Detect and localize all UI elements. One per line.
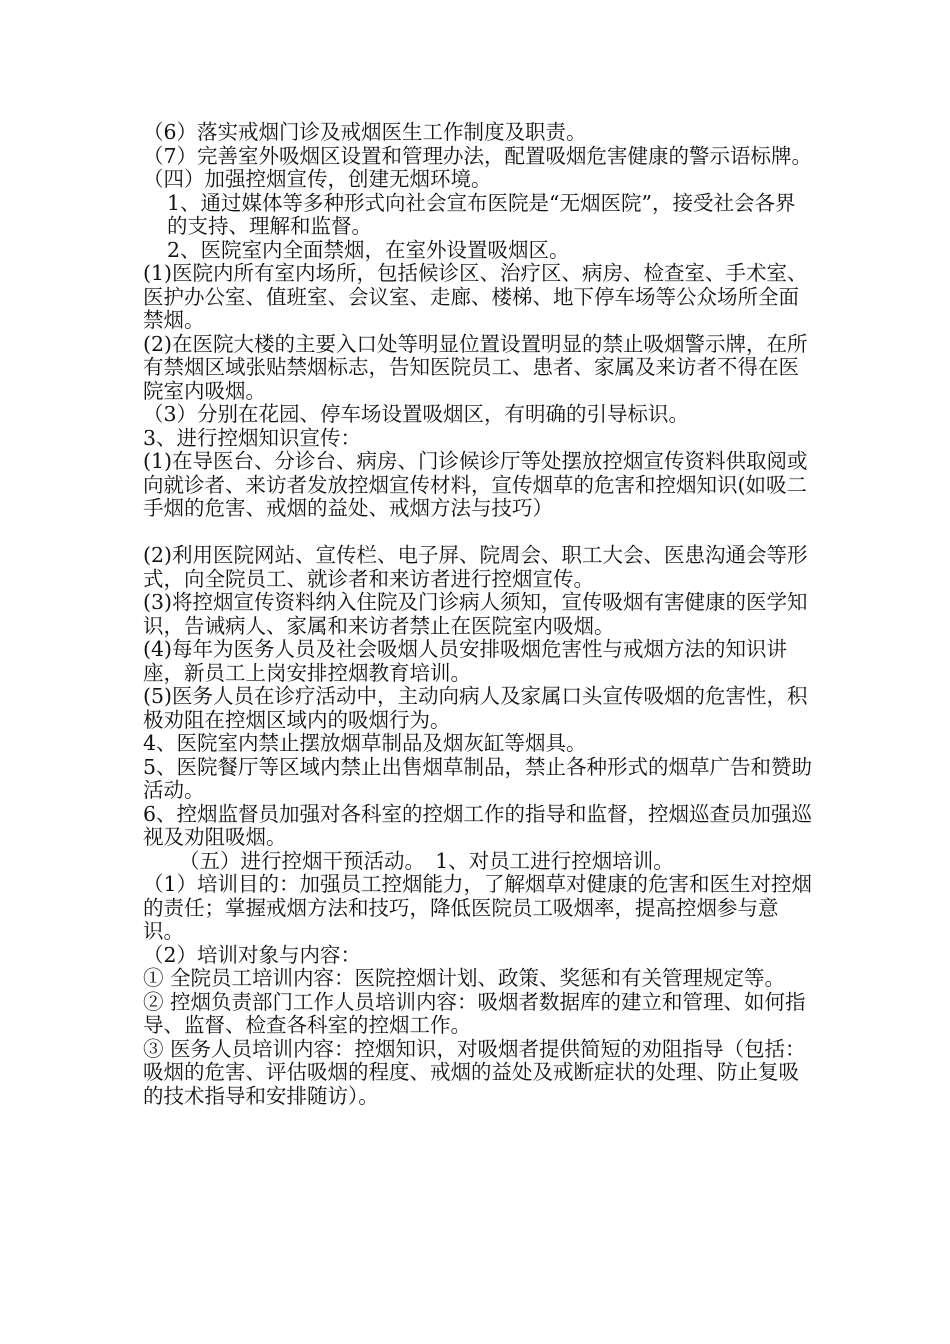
paragraph-sub-1: (1)医院内所有室内场所，包括候诊区、治疗区、病房、检查室、手术室、医护办公室、值班室、会议室、走廊、楼梯、地下停车场等公众场所全面禁烟。 [143, 261, 808, 332]
paragraph-sub-3-3: (3)将控烟宣传资料纳入住院及门诊病人须知，宣传吸烟有害健康的医学知识，告诫病人、家属和来访者禁止在医院室内吸烟。 [143, 590, 808, 638]
paragraph-training-item-1: ① 全院员工培训内容：医院控烟计划、政策、奖惩和有关管理规定等。 [143, 966, 786, 990]
paragraph-training-item-2: ② 控烟负责部门工作人员培训内容：吸烟者数据库的建立和管理、如何指导、监督、检查各科室的控烟工作。 [143, 989, 806, 1037]
paragraph-point-6: 6、控烟监督员加强对各科室的控烟工作的指导和监督，控烟巡查员加强巡视及劝阻吸烟。 [143, 801, 813, 849]
paragraph-sub-3-2: (2)利用医院网站、宣传栏、电子屏、院周会、职工大会、医患沟通会等形式，向全院员工、就诊者和来访者进行控烟宣传。 [143, 543, 808, 591]
paragraph-sub-3-4: (4)每年为医务人员及社会吸烟人员安排吸烟危害性与戒烟方法的知识讲座，新员工上岗安排控烟教育培训。 [143, 637, 788, 685]
paragraph-item-6: （6）落实戒烟门诊及戒烟医生工作制度及职责。 [143, 120, 587, 144]
paragraph-item-7: （7）完善室外吸烟区设置和管理办法，配置吸烟危害健康的警示语标牌。 [143, 143, 813, 168]
document-body [143, 121, 815, 1108]
section-heading-5: （五）进行控烟干预活动。 1、对员工进行控烟培训。 [179, 848, 674, 873]
paragraph-sub-3: （3）分别在花园、停车场设置吸烟区，有明确的引导标识。 [143, 402, 690, 426]
paragraph-training-targets: （2）培训对象与内容： [143, 942, 362, 967]
paragraph-point-3: 3、进行控烟知识宣传： [143, 425, 362, 450]
paragraph-sub-3-1: (1)在导医台、分诊台、病房、门诊候诊厅等处摆放控烟宣传资料供取阅或向就诊者、来访者发放控烟宣传材料，宣传烟草的危害和控烟知识(如吸二手烟的危害、戒烟的益处、戒烟方法与技巧） [143, 449, 808, 520]
paragraph-sub-2: (2)在医院大楼的主要入口处等明显位置设置明显的禁止吸烟警示牌，在所有禁烟区域张贴禁烟标志，告知医院员工、患者、家属及来访者不得在医院室内吸烟。 [143, 331, 808, 403]
paragraph-point-4: 4、医院室内禁止摆放烟草制品及烟灰缸等烟具。 [143, 731, 587, 755]
paragraph-point-1: 1、通过媒体等多种形式向社会宣布医院是“无烟医院”，接受社会各界的支持、理解和监督。 [167, 190, 796, 238]
paragraph-training-item-3: ③ 医务人员培训内容：控烟知识，对吸烟者提供简短的劝阻指导（包括：吸烟的危害、评估吸烟的程度、戒烟的益处及戒断症状的处理、防止复吸的技术指导和安排随访）。 [143, 1036, 806, 1108]
paragraph-training-purpose: （1）培训目的：加强员工控烟能力，了解烟草对健康的危害和医生对控烟的责任；掌握戒烟方法和技巧，降低医院员工吸烟率，提高控烟参与意识。 [143, 872, 813, 943]
blank-line [143, 521, 815, 545]
section-heading-4: （四）加强控烟宣传，创建无烟环境。 [143, 167, 492, 191]
paragraph-point-2: 2、医院室内全面禁烟，在室外设置吸烟区。 [167, 237, 570, 262]
paragraph-sub-3-5: (5)医务人员在诊疗活动中，主动向病人及家属口头宣传吸烟的危害性，积极劝阻在控烟区域内的吸烟行为。 [143, 684, 808, 732]
paragraph-point-5: 5、医院餐厅等区域内禁止出售烟草制品，禁止各种形式的烟草广告和赞助活动。 [143, 754, 813, 802]
